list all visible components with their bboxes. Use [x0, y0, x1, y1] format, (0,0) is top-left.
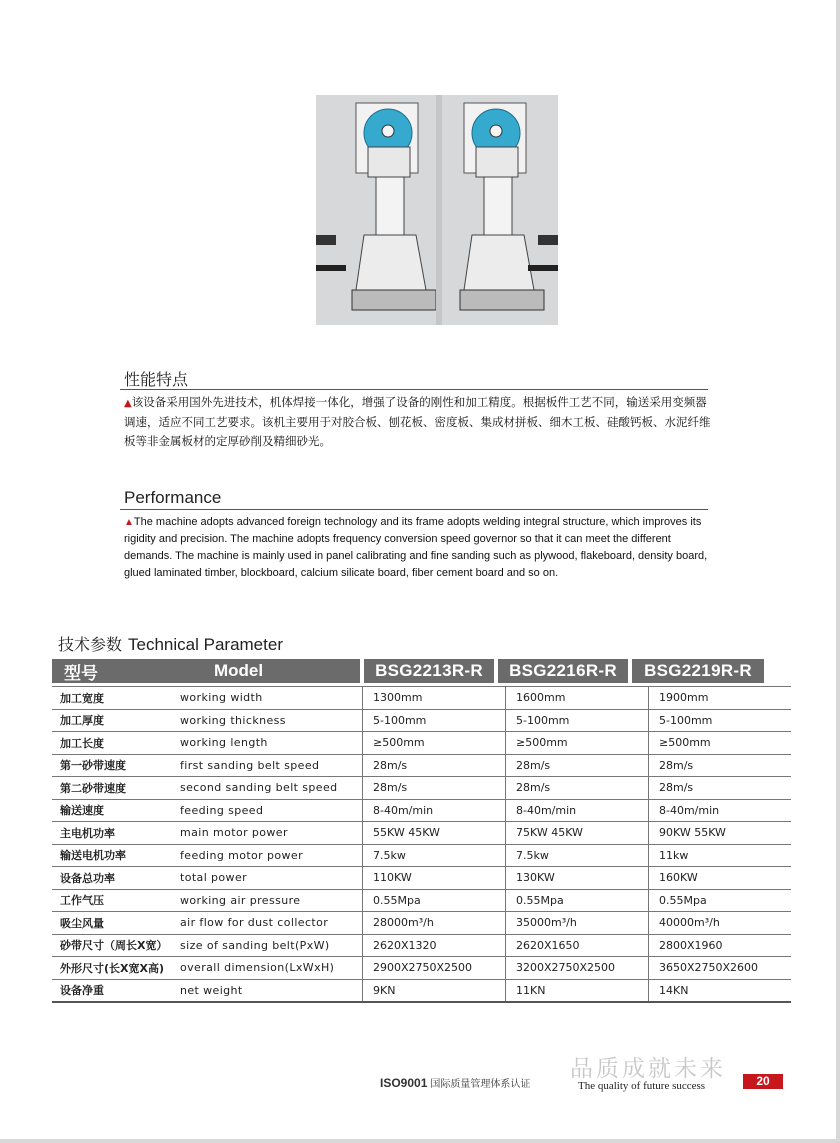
param-value: 8-40m/min	[363, 799, 506, 822]
param-label-zh: 输送电机功率	[52, 844, 180, 867]
table-row	[52, 867, 791, 890]
iso-certification: ISO9001 国际质量管理体系认证	[380, 1076, 531, 1090]
machine-photo	[316, 95, 558, 325]
param-label-en: first sanding belt speed	[180, 754, 363, 777]
table-row	[52, 732, 791, 755]
slogan-en: The quality of future success	[578, 1080, 706, 1092]
param-label-zh: 主电机功率	[52, 822, 180, 845]
param-value: 11kw	[649, 844, 792, 867]
table-header-label: 型号 Model	[52, 659, 360, 683]
param-value: 2900X2750X2500	[363, 957, 506, 980]
param-label-en: second sanding belt speed	[180, 777, 363, 800]
performance-en-rule	[120, 509, 708, 510]
param-value: 35000m³/h	[506, 912, 649, 935]
table-row	[52, 889, 791, 912]
param-value: 0.55Mpa	[363, 889, 506, 912]
param-value: 55KW 45KW	[363, 822, 506, 845]
table-row	[52, 844, 791, 867]
param-label-zh: 设备总功率	[52, 867, 180, 890]
param-value: 28000m³/h	[363, 912, 506, 935]
performance-zh-text: ▲该设备采用国外先进技术，机体焊接一体化，增强了设备的刚性和加工精度。根据板件工艺不同，输送采用变频器调速，适应不同工艺要求。该机主要用于对胶合板、刨花板、密度板、集成材拼板、细木工板、硅酸钙板、水泥纤维板等非金属板材的定厚砂削及精细砂光。	[124, 395, 711, 448]
param-value: 1300mm	[363, 687, 506, 710]
table-row	[52, 934, 791, 957]
table-row	[52, 979, 791, 1002]
table-row	[52, 912, 791, 935]
param-label-zh: 吸尘风量	[52, 912, 180, 935]
bullet-triangle-icon: ▲	[124, 517, 134, 528]
page-number: 20	[743, 1074, 783, 1089]
performance-en-text: ▲The machine adopts advanced foreign technology and its frame adopts welding integral structure, which improves its rigidity and precision. The machine adopts frequency conversion speed governor so that it can meet the different demands. The machine is mainly used in panel calibrating and fine sanding such as plywood, flakeboard, density board, glued laminated timber, blockboard, calcium silicate board, fiber cement board and so on.	[124, 516, 708, 579]
param-label-zh: 工作气压	[52, 889, 180, 912]
param-value: 28m/s	[649, 754, 792, 777]
param-value: 5-100mm	[506, 709, 649, 732]
param-value: 2620X1320	[363, 934, 506, 957]
param-label-en: working thickness	[180, 709, 363, 732]
param-value: 1900mm	[649, 687, 792, 710]
param-label-zh: 外形尺寸(长X宽X高)	[52, 957, 180, 980]
bullet-triangle-icon: ▲	[124, 398, 132, 409]
param-value: 3650X2750X2600	[649, 957, 792, 980]
param-value: ≥500mm	[363, 732, 506, 755]
param-value: 5-100mm	[363, 709, 506, 732]
table-row	[52, 822, 791, 845]
model-header: BSG2216R-R	[498, 659, 628, 683]
param-value: 11KN	[506, 979, 649, 1002]
param-value: 2800X1960	[649, 934, 792, 957]
param-value: 1600mm	[506, 687, 649, 710]
param-value: 160KW	[649, 867, 792, 890]
param-value: 28m/s	[649, 777, 792, 800]
param-value: 0.55Mpa	[649, 889, 792, 912]
param-value: 8-40m/min	[506, 799, 649, 822]
param-label-zh: 加工宽度	[52, 687, 180, 710]
param-label-en: main motor power	[180, 822, 363, 845]
param-value: 7.5kw	[363, 844, 506, 867]
param-label-en: working length	[180, 732, 363, 755]
table-row	[52, 777, 791, 800]
param-label-zh: 加工厚度	[52, 709, 180, 732]
param-value: 110KW	[363, 867, 506, 890]
performance-zh-rule	[120, 389, 708, 390]
model-header: BSG2213R-R	[364, 659, 494, 683]
param-label-en: total power	[180, 867, 363, 890]
param-label-en: feeding motor power	[180, 844, 363, 867]
param-value: 7.5kw	[506, 844, 649, 867]
table-row	[52, 957, 791, 980]
param-value: ≥500mm	[649, 732, 792, 755]
param-value: 0.55Mpa	[506, 889, 649, 912]
param-label-en: working width	[180, 687, 363, 710]
param-value: 2620X1650	[506, 934, 649, 957]
param-value: 28m/s	[363, 777, 506, 800]
param-label-en: overall dimension(LxWxH)	[180, 957, 363, 980]
param-value: 5-100mm	[649, 709, 792, 732]
param-value: 3200X2750X2500	[506, 957, 649, 980]
performance-en-title: Performance	[124, 488, 222, 507]
param-label-en: size of sanding belt(PxW)	[180, 934, 363, 957]
param-label-zh: 输送速度	[52, 799, 180, 822]
param-label-zh: 加工长度	[52, 732, 180, 755]
param-value: 14KN	[649, 979, 792, 1002]
param-value: 40000m³/h	[649, 912, 792, 935]
param-value: 28m/s	[506, 754, 649, 777]
tech-params-title: 技术参数 Technical Parameter	[58, 635, 283, 654]
param-value: 130KW	[506, 867, 649, 890]
param-label-zh: 砂带尺寸（周长X宽）	[52, 934, 180, 957]
param-label-en: air flow for dust collector	[180, 912, 363, 935]
table-row	[52, 687, 791, 710]
table-row	[52, 799, 791, 822]
param-value: 9KN	[363, 979, 506, 1002]
table-row	[52, 709, 791, 732]
spec-table	[52, 686, 791, 1003]
model-header: BSG2219R-R	[632, 659, 764, 683]
param-value: ≥500mm	[506, 732, 649, 755]
param-label-zh: 设备净重	[52, 979, 180, 1002]
slogan-zh: 品质成就未来	[570, 1056, 726, 1082]
param-value: 8-40m/min	[649, 799, 792, 822]
performance-zh-title: 性能特点	[124, 370, 189, 389]
param-value: 28m/s	[506, 777, 649, 800]
param-value: 90KW 55KW	[649, 822, 792, 845]
param-label-zh: 第一砂带速度	[52, 754, 180, 777]
param-label-en: feeding speed	[180, 799, 363, 822]
param-label-zh: 第二砂带速度	[52, 777, 180, 800]
param-label-en: working air pressure	[180, 889, 363, 912]
param-value: 75KW 45KW	[506, 822, 649, 845]
param-label-en: net weight	[180, 979, 363, 1002]
table-row	[52, 754, 791, 777]
param-value: 28m/s	[363, 754, 506, 777]
